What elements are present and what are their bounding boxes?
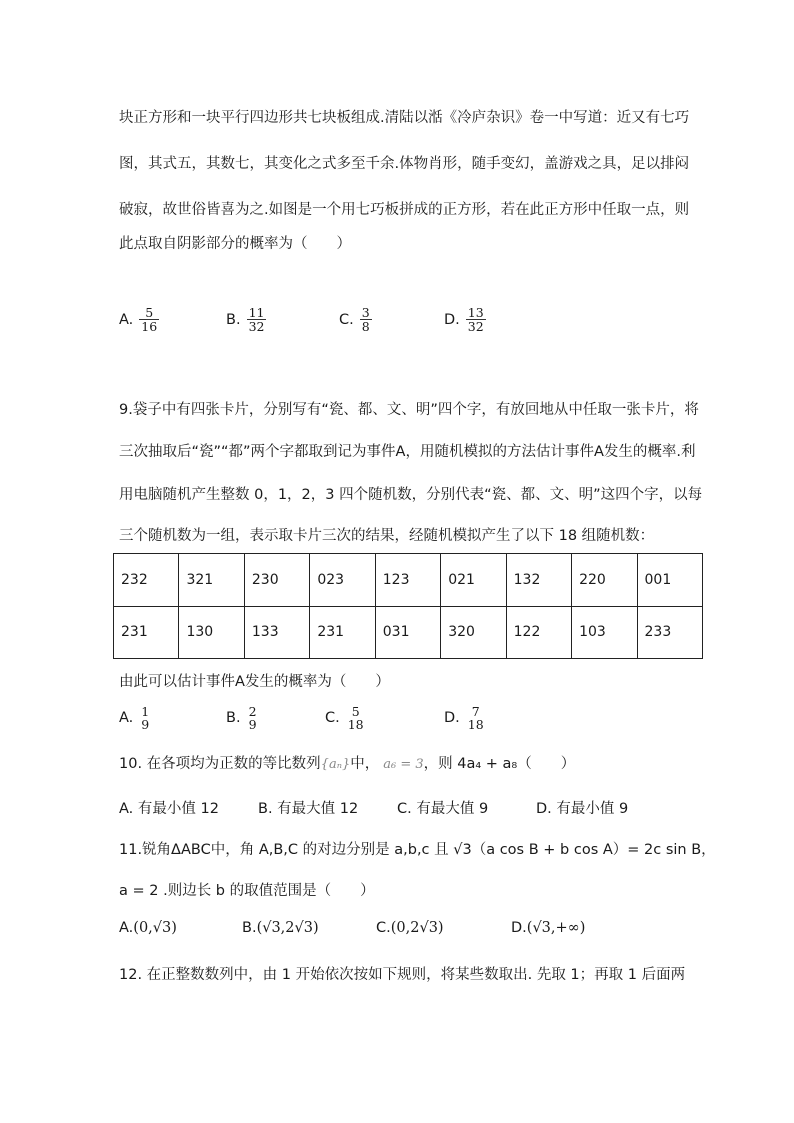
- table-cell: 231: [310, 606, 375, 659]
- option-value: (√3,2√3): [256, 920, 319, 936]
- table-cell: 321: [179, 554, 244, 607]
- q9-line-3: 用电脑随机产生整数 0，1，2，3 四个随机数，分别代表“瓷、都、文、明”这四个字，以每: [119, 487, 703, 503]
- option-value: (0,√3): [133, 920, 177, 936]
- q9-line-2: 三次抽取后“瓷”“都”两个字都取到记为事件A，用随机模拟的方法估计事件A发生的概率.利: [119, 444, 696, 460]
- fraction: $\frac{3}{8}$: [361, 305, 370, 335]
- q10-option-a: A. 有最小值 12: [119, 801, 219, 817]
- table-cell: 023: [310, 554, 375, 607]
- option-label: D.: [444, 311, 460, 328]
- fraction: 1 9: [141, 704, 150, 733]
- q11-option-b: [242, 920, 319, 936]
- q8-option-d: [444, 306, 486, 333]
- option-value: (0,2√3): [390, 920, 444, 936]
- table-cell: 132: [506, 554, 571, 607]
- q11-line-2: a = 2 .则边长 b 的取值范围是（ ）: [119, 883, 375, 899]
- q10-mid: 中，: [350, 756, 380, 772]
- q12-line-1: 12. 在正整数数列中，由 1 开始依次按如下规则，将某些数取出. 先取 1；再取 1 后面两: [119, 967, 686, 983]
- q11-line-1: 11.锐角ΔABC中，角 A,B,C 的对边分别是 a,b,c 且 √3（a cos B + b cos A）= 2c sin B，: [119, 842, 716, 858]
- q10-suffix: ，则 4a₄ + a₈（ ）: [423, 756, 576, 772]
- option-label: D.: [444, 710, 460, 727]
- q9-after-table: 由此可以估计事件A发生的概率为（ ）: [119, 674, 390, 690]
- table-cell: 103: [572, 606, 637, 659]
- table-cell: 233: [637, 606, 703, 659]
- q9-line-4: 三个随机数为一组，表示取卡片三次的结果，经随机模拟产生了以下 18 组随机数：: [119, 528, 655, 544]
- q10-sequence: {aₙ}: [320, 757, 351, 772]
- fraction: 2 9: [248, 704, 257, 733]
- random-number-table: [113, 553, 703, 659]
- fraction: $\frac{5}{16}$: [141, 305, 158, 335]
- fraction: $\frac{13}{32}$: [467, 305, 484, 335]
- option-value: (√3,+∞): [526, 920, 586, 936]
- q8-option-b: [226, 306, 266, 333]
- fraction: $\frac{11}{32}$: [248, 305, 265, 335]
- q10-prefix: 10. 在各项均为正数的等比数列: [119, 756, 321, 772]
- table-cell: 122: [506, 606, 571, 659]
- option-label: B.: [226, 311, 241, 328]
- fraction: 7 18: [467, 704, 484, 733]
- option-label: C.: [325, 710, 340, 727]
- table-cell: 021: [441, 554, 506, 607]
- q9-option-c: [325, 705, 366, 731]
- table-cell: 130: [179, 606, 244, 659]
- table-cell: 320: [441, 606, 506, 659]
- q8-option-c: [339, 306, 372, 333]
- table-cell: 220: [572, 554, 637, 607]
- table-cell: 123: [375, 554, 440, 607]
- q8-line-4: 此点取自阴影部分的概率为（ ）: [119, 236, 351, 252]
- q10-condition: a₆ = 3: [383, 757, 424, 772]
- q11-option-c: [376, 920, 444, 936]
- q9-option-a: [119, 705, 151, 731]
- table-cell: 031: [375, 606, 440, 659]
- option-label: B.: [226, 710, 241, 727]
- option-label: C.: [339, 311, 354, 328]
- q8-option-a: [119, 306, 159, 333]
- q9-line-1: 9.袋子中有四张卡片，分别写有“瓷、都、文、明”四个字，有放回地从中任取一张卡片，将: [119, 402, 699, 418]
- q9-option-b: [226, 705, 259, 731]
- q9-option-d: [444, 705, 486, 731]
- option-label: A.: [119, 920, 134, 936]
- table-cell: 232: [114, 554, 179, 607]
- option-label: C.: [376, 920, 391, 936]
- q8-line-1: 块正方形和一块平行四边形共七块板组成.清陆以湉《冷庐杂识》卷一中写道：近又有七巧: [119, 110, 690, 126]
- q8-line-2: 图，其式五，其数七，其变化之式多至千余.体物肖形，随手变幻，盖游戏之具，足以排闷: [119, 156, 690, 172]
- q11-option-a: [119, 920, 177, 936]
- q11-option-d: [511, 920, 585, 936]
- q8-line-3: 破寂，故世俗皆喜为之.如图是一个用七巧板拼成的正方形，若在此正方形中任取一点，则: [119, 202, 690, 218]
- q10-option-d: D. 有最小值 9: [536, 801, 629, 817]
- table-cell: 001: [637, 554, 703, 607]
- table-cell: 231: [114, 606, 179, 659]
- q10-option-b: B. 有最大值 12: [258, 801, 359, 817]
- table-row: [114, 606, 703, 659]
- table-cell: 230: [244, 554, 309, 607]
- fraction: 5 18: [347, 704, 364, 733]
- table-cell: 133: [244, 606, 309, 659]
- option-label: D.: [511, 920, 527, 936]
- table-row: [114, 554, 703, 607]
- option-label: A.: [119, 311, 134, 328]
- q10-option-c: C. 有最大值 9: [397, 801, 489, 817]
- option-label: A.: [119, 710, 134, 727]
- option-label: B.: [242, 920, 257, 936]
- q10-stem: [119, 752, 575, 773]
